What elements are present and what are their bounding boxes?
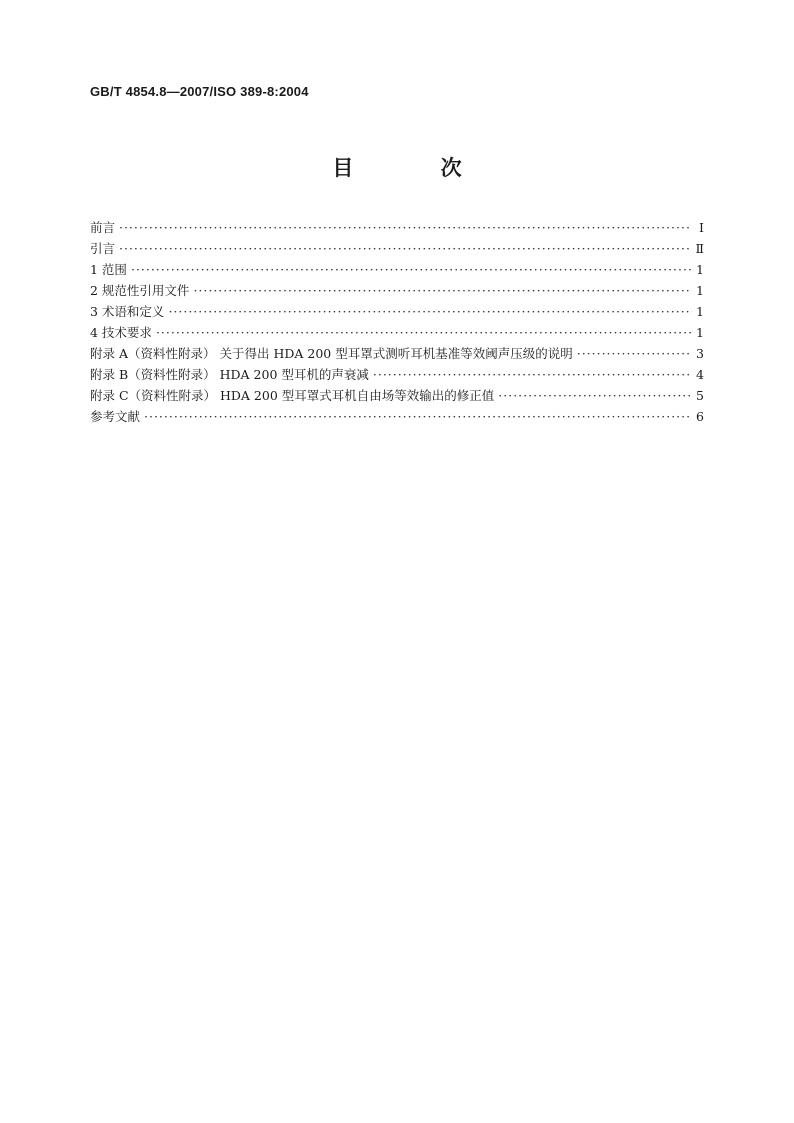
toc-entry-annex-b[interactable] (90, 365, 704, 386)
toc-entry-page: 3 (696, 346, 704, 361)
toc-entry-label: 附录 B（资料性附录） HDA 200 型耳机的声衰减 (90, 367, 369, 382)
toc-leader-dots (498, 388, 692, 403)
toc-leader-dots (131, 262, 692, 277)
toc-entry-scope[interactable] (90, 260, 704, 281)
toc-entry-page: 6 (696, 409, 704, 424)
toc-entry-label: 4 技术要求 (90, 325, 152, 340)
toc-leader-dots (168, 304, 692, 319)
toc-leader-dots (156, 325, 692, 340)
toc-entry-label: 附录 A（资料性附录） 关于得出 HDA 200 型耳罩式测听耳机基准等效阈声压级的说明 (90, 346, 573, 361)
toc-entry-label: 1 范围 (90, 262, 127, 277)
standard-code-header: GB/T 4854.8—2007/ISO 389-8:2004 (90, 84, 309, 99)
toc-entry-label: 引言 (90, 241, 116, 256)
toc-entry-label: 2 规范性引用文件 (90, 283, 190, 298)
toc-title: 目 次 (332, 156, 502, 180)
toc-leader-dots (119, 220, 692, 235)
toc-entry-page: 1 (696, 283, 704, 298)
toc-leader-dots (577, 346, 692, 361)
toc-leader-dots (373, 367, 692, 382)
toc-entry-foreword[interactable] (90, 218, 704, 239)
toc-entry-technical-requirements[interactable] (90, 323, 704, 344)
toc-entry-annex-a[interactable] (90, 344, 704, 365)
toc-entry-label: 3 术语和定义 (90, 304, 165, 319)
toc-entry-bibliography[interactable] (90, 407, 704, 428)
toc-entry-label: 前言 (90, 220, 116, 235)
toc-entry-label: 参考文献 (90, 409, 141, 424)
toc-entry-annex-c[interactable] (90, 386, 704, 407)
toc-entry-label: 附录 C（资料性附录） HDA 200 型耳罩式耳机自由场等效输出的修正值 (90, 388, 495, 403)
toc-entry-page: 4 (696, 367, 704, 382)
toc-entry-page: Ⅰ (699, 220, 704, 235)
toc-leader-dots (193, 283, 692, 298)
toc-entry-normative-references[interactable] (90, 281, 704, 302)
toc-list (90, 218, 704, 428)
toc-entry-page: 1 (696, 262, 704, 277)
toc-entry-page: 1 (696, 304, 704, 319)
toc-entry-page: Ⅱ (695, 241, 704, 256)
toc-entry-page: 5 (696, 388, 704, 403)
toc-entry-page: 1 (696, 325, 704, 340)
toc-entry-introduction[interactable] (90, 239, 704, 260)
toc-leader-dots (119, 241, 691, 256)
toc-leader-dots (144, 409, 692, 424)
toc-entry-terms-definitions[interactable] (90, 302, 704, 323)
